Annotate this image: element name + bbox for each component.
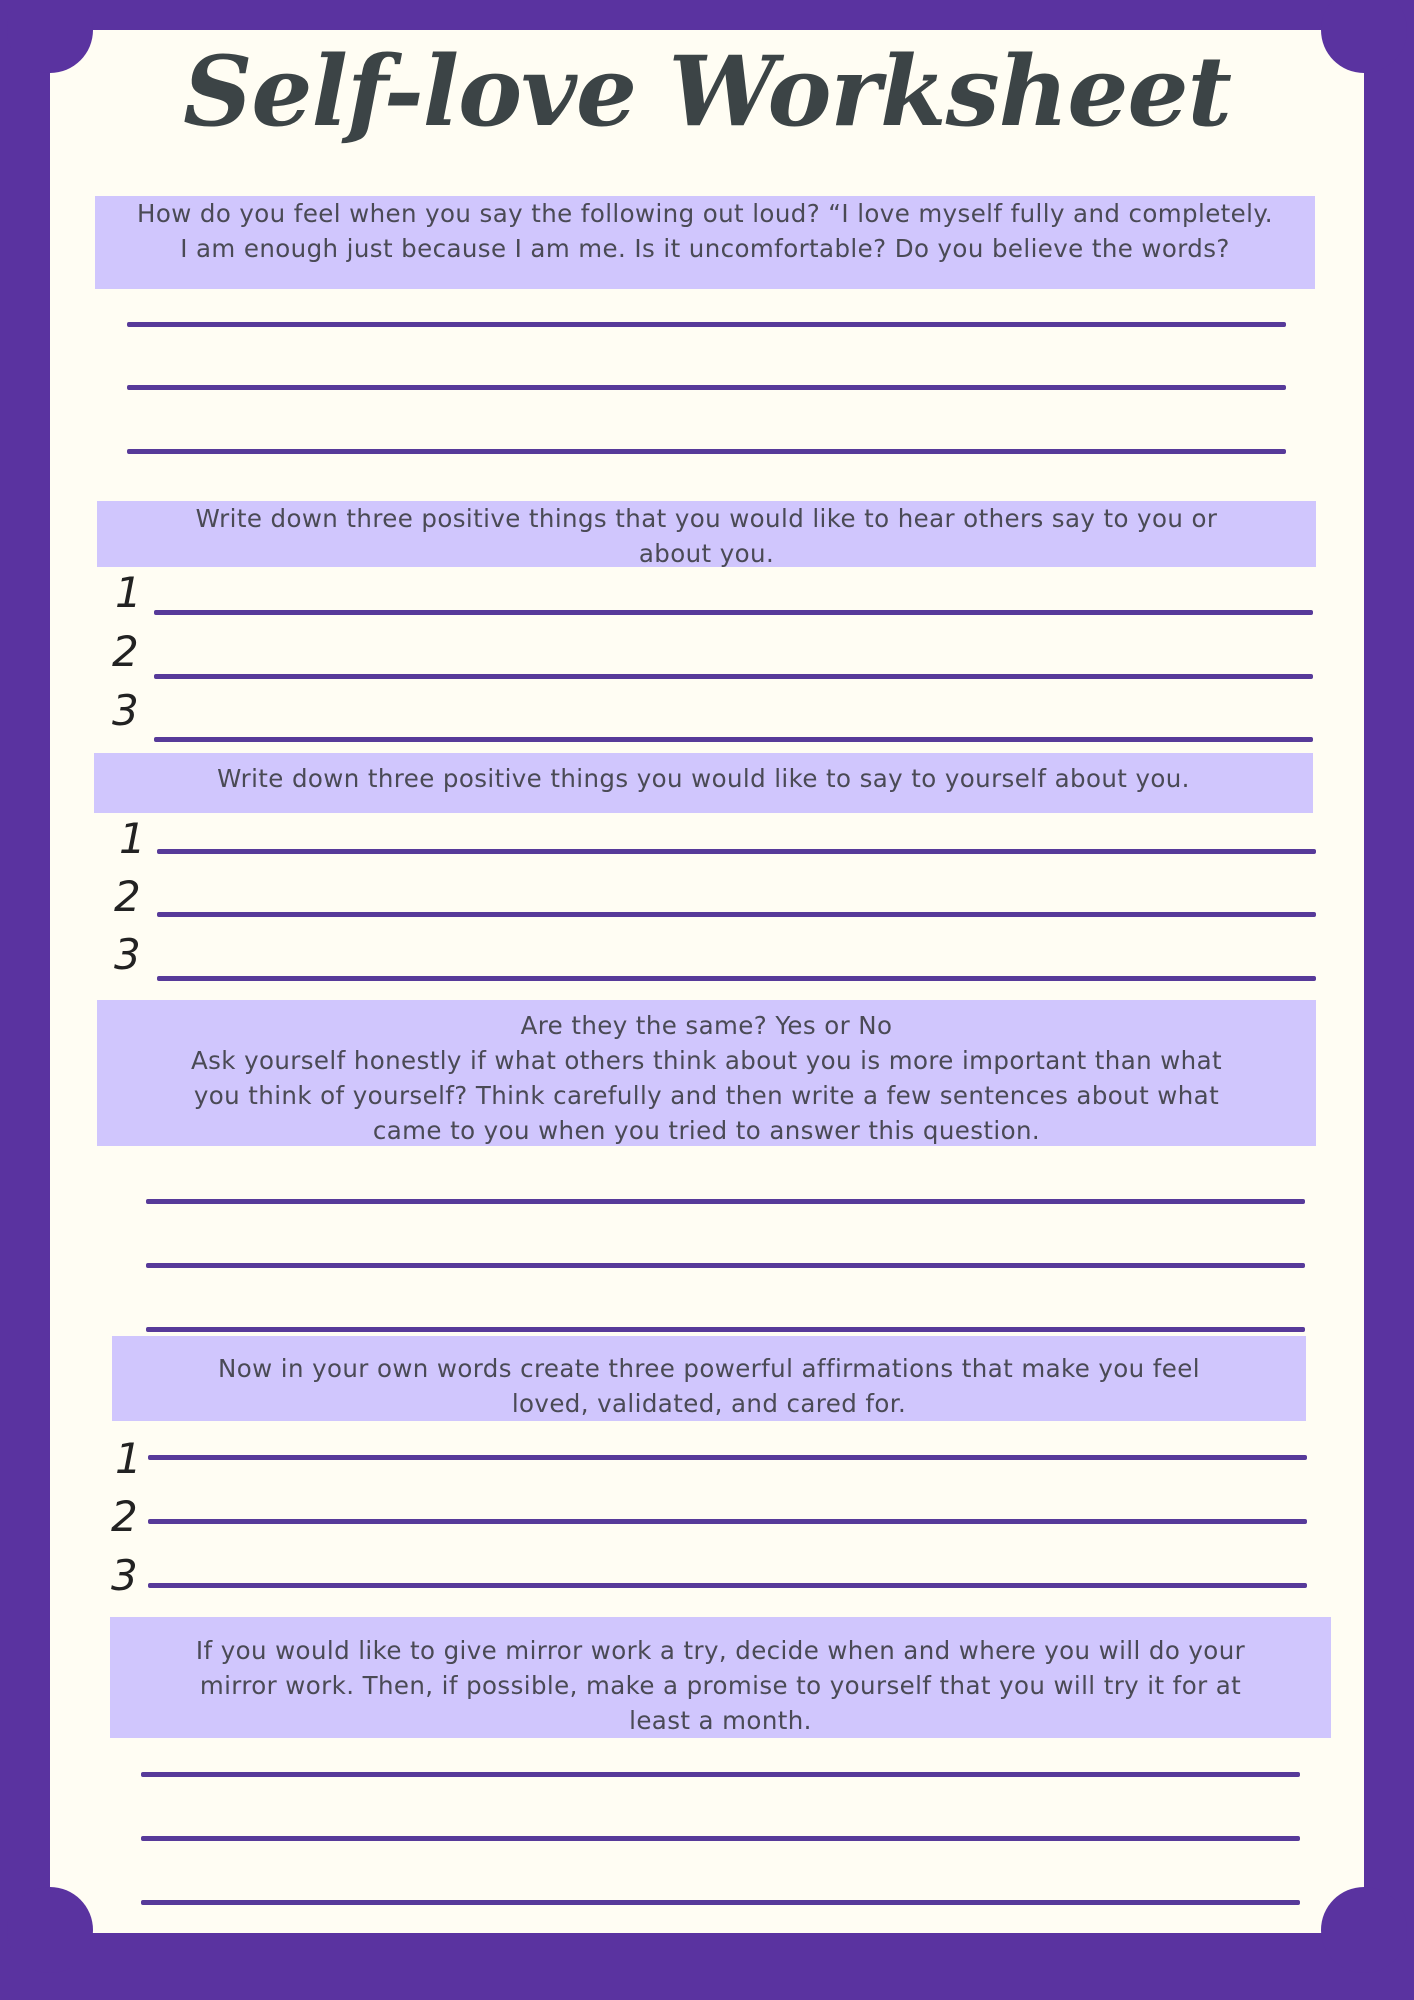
writing-line[interactable] — [127, 322, 1286, 327]
writing-line[interactable] — [148, 1455, 1307, 1460]
prompt-text: Now in your own words create three powerful affirmations that make you feel — [218, 1354, 1200, 1383]
list-number: 2 — [111, 1492, 138, 1541]
prompt-text: loved, validated, and cared for. — [511, 1389, 907, 1418]
writing-line[interactable] — [141, 1900, 1300, 1905]
writing-line[interactable] — [141, 1772, 1300, 1777]
writing-line[interactable] — [141, 1836, 1300, 1841]
list-number: 2 — [114, 872, 141, 921]
prompt-text: Ask yourself honestly if what others think about you is more important than what — [190, 1046, 1223, 1075]
prompt-others-say — [97, 501, 1316, 567]
prompt-text: least a month. — [629, 1706, 812, 1735]
prompt-self-say — [94, 753, 1313, 813]
prompt-text: about you. — [638, 539, 775, 568]
list-number: 3 — [111, 1551, 138, 1600]
writing-line[interactable] — [157, 976, 1316, 981]
prompt-text: If you would like to give mirror work a try, decide when and where you will do your — [195, 1636, 1246, 1665]
list-number: 1 — [115, 568, 142, 617]
prompt-text: came to you when you tried to answer this question. — [372, 1116, 1041, 1145]
list-number: 2 — [112, 627, 139, 676]
writing-line[interactable] — [127, 385, 1286, 390]
writing-line[interactable] — [148, 1583, 1307, 1588]
writing-line[interactable] — [146, 1327, 1305, 1332]
prompt-compare — [97, 1000, 1316, 1146]
page-title: Self-love Worksheet — [183, 35, 1231, 148]
prompt-text: I am enough just because I am me. Is it uncomfortable? Do you believe the words? — [180, 234, 1230, 263]
writing-line[interactable] — [127, 449, 1286, 454]
writing-line[interactable] — [157, 849, 1316, 854]
prompt-text: Are they the same? Yes or No — [520, 1011, 893, 1040]
list-number: 1 — [115, 1434, 142, 1483]
prompt-text: Write down three positive things that you would like to hear others say to you or — [195, 504, 1218, 533]
writing-line[interactable] — [146, 1263, 1305, 1268]
prompt-feelings — [95, 196, 1315, 289]
prompt-mirror-work — [110, 1617, 1331, 1738]
prompt-text: you think of yourself? Think carefully and then write a few sentences about what — [193, 1081, 1220, 1110]
writing-line[interactable] — [154, 610, 1313, 615]
writing-line[interactable] — [148, 1519, 1307, 1524]
list-number: 3 — [112, 686, 139, 735]
writing-line[interactable] — [146, 1199, 1305, 1204]
prompt-text: How do you feel when you say the following out loud? “I love myself fully and completely. — [137, 199, 1273, 228]
writing-line[interactable] — [157, 912, 1316, 917]
prompt-text: mirror work. Then, if possible, make a promise to yourself that you will try it for at — [199, 1671, 1242, 1700]
list-number: 1 — [119, 814, 146, 863]
prompt-affirmations — [112, 1336, 1306, 1421]
list-number: 3 — [114, 930, 141, 979]
writing-line[interactable] — [154, 737, 1313, 742]
corner-notch — [7, 1887, 93, 1973]
writing-line[interactable] — [154, 674, 1313, 679]
corner-notch — [1321, 1887, 1407, 1973]
prompt-text: Write down three positive things you would like to say to yourself about you. — [217, 764, 1190, 793]
